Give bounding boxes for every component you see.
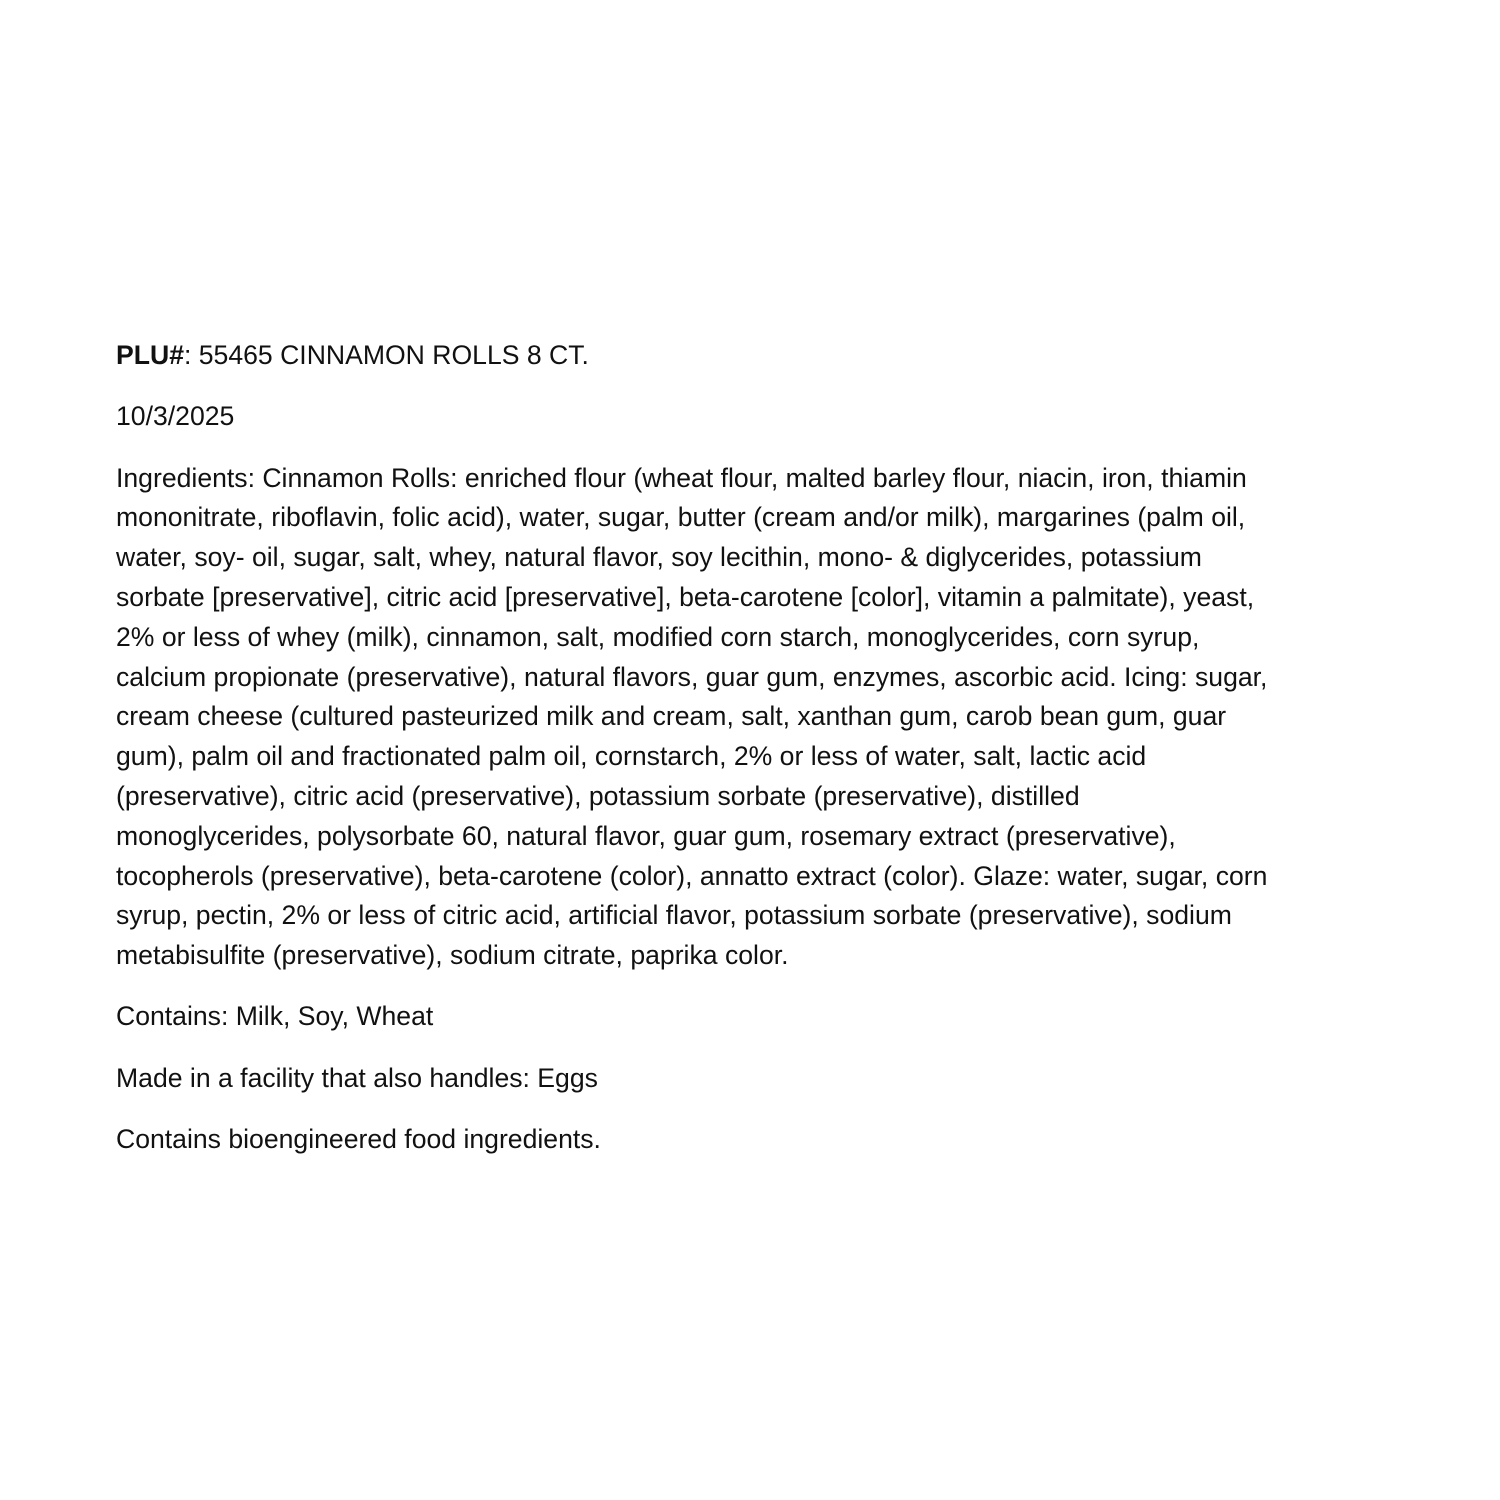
facility-statement: Made in a facility that also handles: Eggs xyxy=(116,1062,598,1093)
ingredients-line: (preservative), citric acid (preservative), potassium sorbate (preservative), distilled xyxy=(116,780,1080,811)
ingredient-label-document xyxy=(116,336,1391,1181)
label-date: 10/3/2025 xyxy=(116,401,235,432)
ingredients-line: mononitrate, riboflavin, folic acid), water, sugar, butter (cream and/or milk), margarines (palm oil, xyxy=(116,502,1246,533)
ingredients-line: calcium propionate (preservative), natural flavors, guar gum, enzymes, ascorbic acid. Icing: sugar, xyxy=(116,661,1268,692)
ingredients-line: tocopherols (preservative), beta-carotene (color), annatto extract (color). Glaze: water, sugar, corn xyxy=(116,860,1268,891)
plu-product-name: : 55465 CINNAMON ROLLS 8 CT. xyxy=(183,340,589,370)
ingredients-line: syrup, pectin, 2% or less of citric acid, artificial flavor, potassium sorbate (preservative), sodium xyxy=(116,900,1232,931)
ingredients-line: gum), palm oil and fractionated palm oil, cornstarch, 2% or less of water, salt, lactic acid xyxy=(116,741,1147,772)
ingredients-line: cream cheese (cultured pasteurized milk and cream, salt, xanthan gum, carob bean gum, guar xyxy=(116,701,1227,732)
ingredients-line: 2% or less of whey (milk), cinnamon, salt, modified corn starch, monoglycerides, corn syrup, xyxy=(116,621,1200,652)
ingredients-line: sorbate [preservative], citric acid [preservative], beta-carotene [color], vitamin a palmitate), yeast, xyxy=(116,581,1255,612)
plu-label: PLU# xyxy=(116,340,184,370)
plu-heading xyxy=(116,336,1391,376)
ingredients-line: monoglycerides, polysorbate 60, natural flavor, guar gum, rosemary extract (preservative), xyxy=(116,820,1176,851)
ingredients-line: water, soy- oil, sugar, salt, whey, natural flavor, soy lecithin, mono- & diglycerides, potassium xyxy=(116,542,1202,573)
ingredients-paragraph xyxy=(116,459,1391,976)
bioengineered-statement: Contains bioengineered food ingredients. xyxy=(116,1124,601,1155)
ingredients-line: metabisulfite (preservative), sodium citrate, paprika color. xyxy=(116,940,789,971)
ingredients-line: Ingredients: Cinnamon Rolls: enriched flour (wheat flour, malted barley flour, niacin, iron, thiamin xyxy=(116,462,1247,493)
allergen-contains: Contains: Milk, Soy, Wheat xyxy=(116,1001,434,1032)
